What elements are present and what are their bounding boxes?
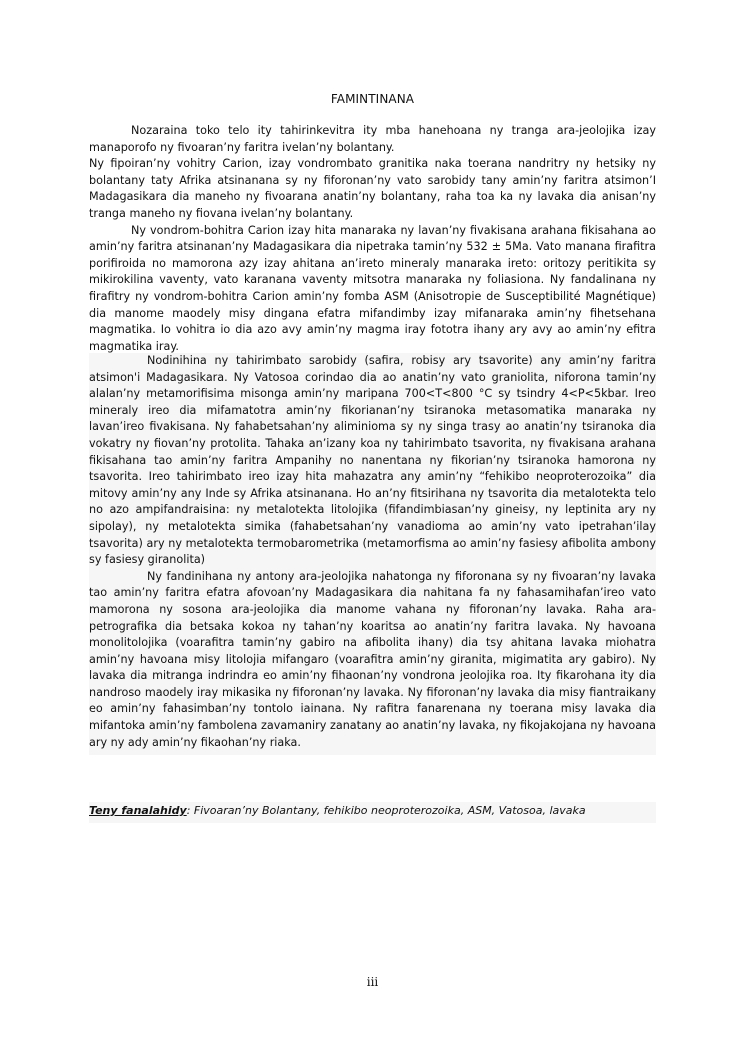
keywords-separator: : [186,804,194,817]
keywords-label: Teny fanalahidy [89,804,187,817]
keywords-terms: Fivoaran’ny Bolantany, fehikibo neoproterozoika, ASM, Vatosoa, lavaka [193,804,586,817]
page-number: iii [366,975,379,989]
paragraph-lavaka: Ny fandinihana ny antony ara-jeolojika nahatonga ny fiforonana sy ny fivoaran’ny lavaka tao amin’ny faritra efatra afovoan’ny Madagasikara dia nahitana fa ny fahasamihafan’ireo vato mamorona ny sosona ara-jeolojika dia manome vahana ny fiforonan’ny lavaka. Raha ara-petrografika dia betsaka kokoa ny tahan’ny koaritsa ao anatin’ny faritra lavaka. Ny havoana monolitolojika (voarafitra tamin’ny gabiro na afibolita ihany) dia tsy ahitana lavaka miohatra amin’ny havoana misy litolojia mifangaro (voarafitra amin’ny giranita, migimatita ary gabiro). Ny lavaka dia mitranga indrindra eo amin’ny fihaonan’ny vondrona jeolojika roa. Ity fikarohana ity dia nandroso maodely iray mikasika ny fiforonan’ny lavaka. Ny fiforonan’ny lavaka dia misy fiantraikany eo amin’ny fahasimban’ny tontolo iainana. Ny rafitra fanarenana ny toerana misy lavaka dia mifantoka amin’ny fambolena zavamaniry zanatany ao anatin’ny lavaka, ny fikojakojana ny havoana ary ny ady amin’ny fikaohan’ny riaka. [89,569,656,749]
abstract-block-details [89,353,656,755]
paragraph-intro: Nozaraina toko telo ity tahirinkevitra ity mba hanehoana ny tranga ara-jeolojika izay manaporofo ny fivoaran’ny faritra ivelan’ny bolantany. [89,124,656,154]
paragraph-overview: Ny fipoiran’ny vohitry Carion, izay vondrombato granitika naka toerana nandritry ny hetsiky ny bolantany taty Afrika atsinanana sy ny fiforonan’ny vato sarobidy tany amin’ny faritra atsimon’I Madagasikara dia maneho ny fivoarana anatin’ny bolantany, raha toa ka ny lavaka dia anisan’ny tranga maneho ny fiovana ivelan’ny bolantany. [89,157,656,220]
page-title: FAMINTINANA [330,92,415,106]
keywords-line [89,802,656,823]
abstract-block-intro [89,123,656,355]
paragraph-carion: Ny vondrom-bohitra Carion izay hita manaraka ny lavan’ny fivakisana arahana fikisahana ao amin’ny faritra atsinanan’ny Madagasikara dia nipetraka tamin’ny 532 ± 5Ma. Vato manana firafitra porifiroida no mamorona azy izay ahitana an’ireto mineraly manaraka ireto: oritozy peritikita sy mikirokilina vaventy, vato karanana vaventy mitsotra manaraka ny foliasiona. Ny fandalinana ny firafitry ny vondrom-bohitra Carion amin’ny fomba ASM (Anisotropie de Susceptibilité Magnétique) dia manome maodely misy dingana efatra mifandimby izay mifanaraka amin’ny fihetsehana magmatika. Io vohitra io dia azo avy amin’ny magma iray fototra ihany ary avy ao amin’ny efitra magmatika iray. [89,223,656,353]
paragraph-gemstones: Nodinihina ny tahirimbato sarobidy (safira, robisy ary tsavorite) any amin’ny faritra atsimon'i Madagasikara. Ny Vatosoa corindao dia ao anatin’ny vato graniolita, niforona tamin’ny alalan’ny metamorifisima misonga amin’ny maripana 700<T<800 °C sy tsindry 4<P<5kbar. Ireo mineraly ireo dia mifamatotra amin’ny fikorianan’ny tsiranoka metasomatika manaraka ny lavan’ireo fivakisana. Ny fahabetsahan’ny aliminioma sy ny singa trasy ao anatin’ny tsiranoka dia vokatry ny fiovan’ny protolita. Tahaka an’izany koa ny tahirimbato tsavorita, ny fivakisana arahana fikisahana tao amin’ny faritra Ampanihy no nanentana ny fikorian’ny tsiranoka hamorona ny tsavorita. Ireo tahirimbato ireo izay hita mahazatra any amin’ny “fehikibo neoproterozoika” dia mitovy amin’ny any Inde sy Afrika atsinanana. Ho an’ny fitsirihana ny tsavorita dia metalotekta telo no azo ampifandraisina: ny metalotekta litolojika (fifandimbiasan’ny gineisy, ny leptinita ary ny sipolay), ny metalotekta simika (fahabetsahan’ny vanadioma ao amin’ny vato ipetrahan’ilay tsavorita) ary ny metalotekta termobarometrika (metamorfisma ao amin’ny fasiesy afibolita ambony sy fasiesy giranolita) [89,354,656,567]
